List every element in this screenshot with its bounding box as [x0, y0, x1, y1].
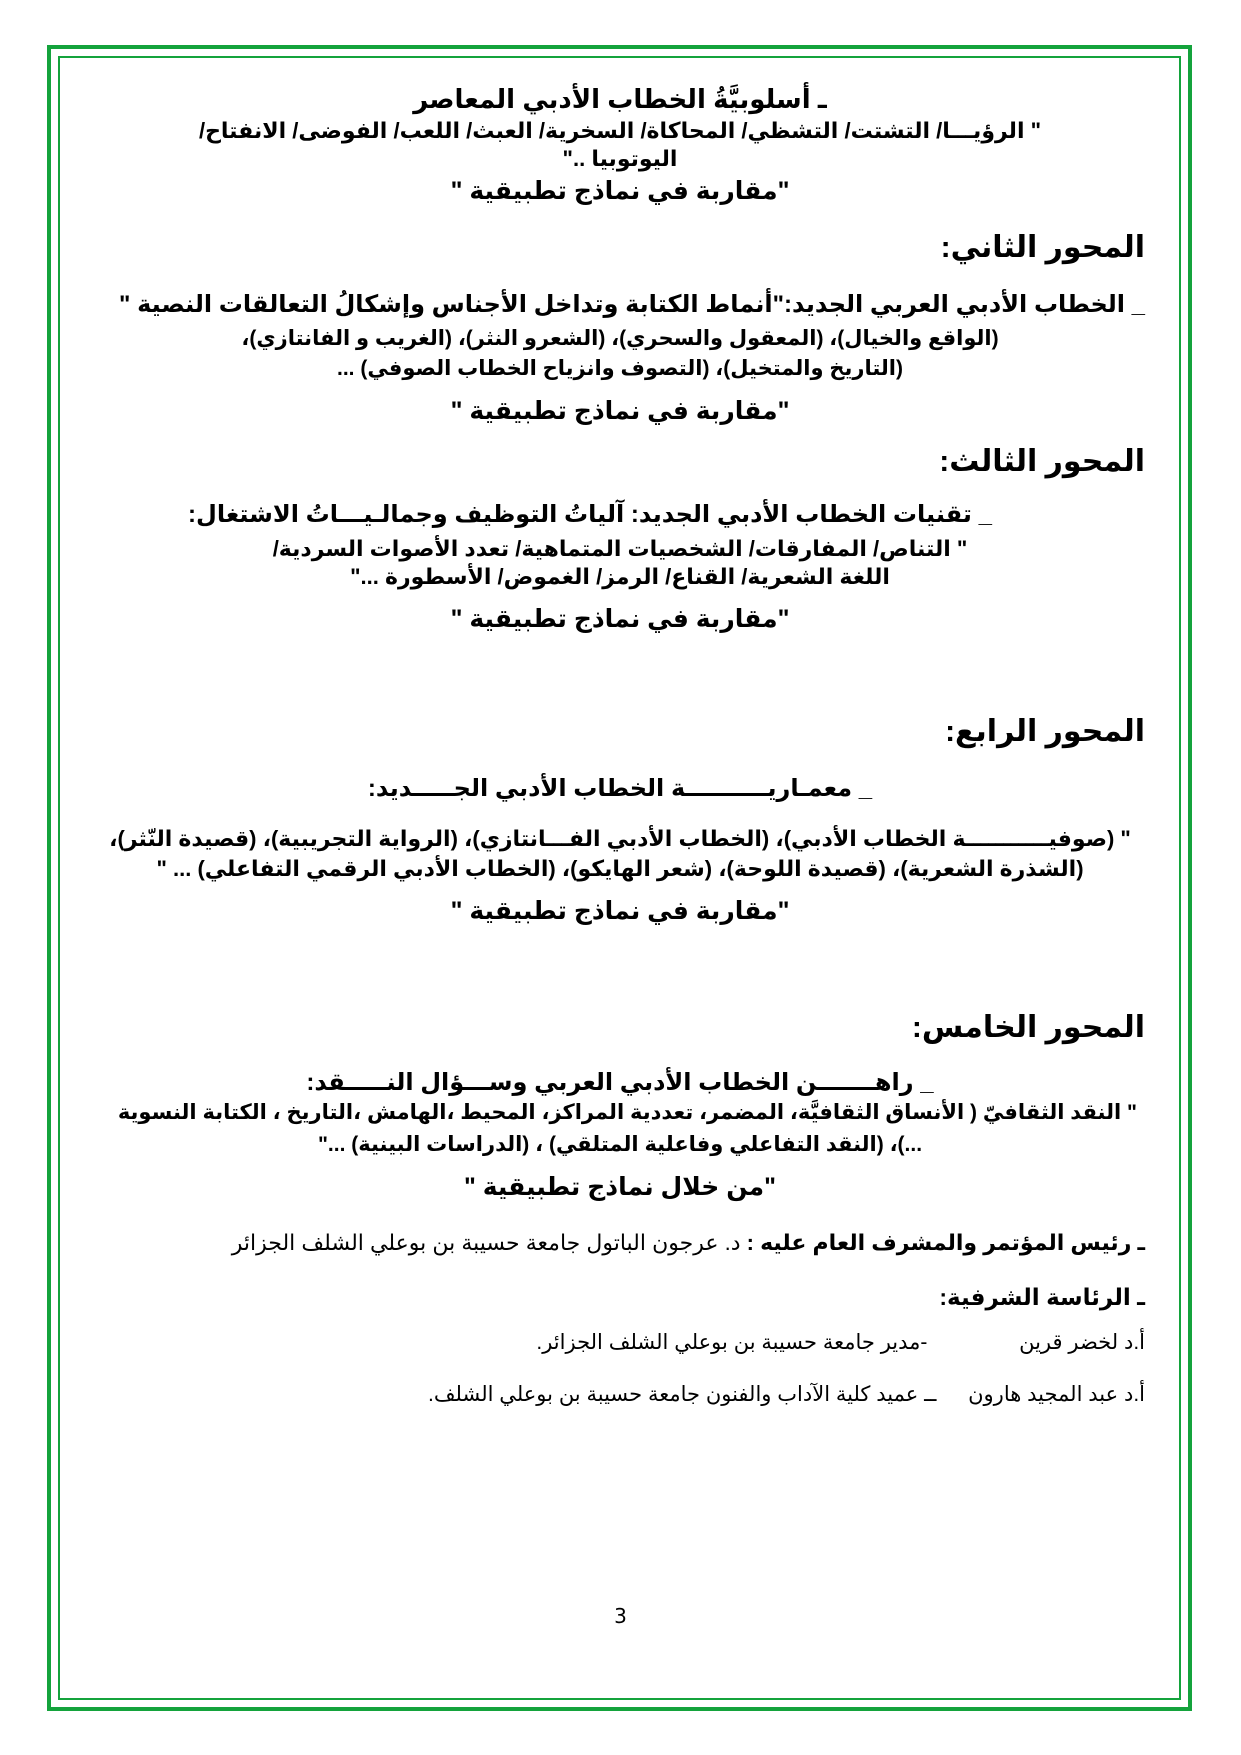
member2-role: ــ عميد كلية الآداب والفنون جامعة حسيبة بن بوعلي الشلف. [427, 1383, 937, 1406]
honorary-member2 [428, 1382, 1145, 1407]
axis2-title: _ الخطاب الأدبي العربي الجديد:"أنماط الكتابة وتداخل الأجناس وإشكالُ التعالقات النصية " [119, 291, 1145, 318]
axis3-line1: " التناص/ المفارقات/ الشخصيات المتماهية/ تعدد الأصوات السردية/ [272, 536, 968, 561]
axis5-heading: المحور الخامس: [911, 1011, 1145, 1044]
honorary-label: ـ الرئاسة الشرفية: [939, 1284, 1145, 1310]
axis5-line2: ...)، (النقد التفاعلي وفاعلية المتلقي) ، (الدراسات البينية) ..." [317, 1133, 923, 1156]
axis4-heading: المحور الرابع: [945, 715, 1145, 748]
axis2-line2: (التاريخ والمتخيل)، (التصوف وانزياح الخطاب الصوفي) ... [337, 357, 903, 380]
axis4-line1: " (صوفيـــــــــــة الخطاب الأدبي)، (الخطاب الأدبي الفـــانتازي)، (الرواية التجريبية)، (قصيدة النّثر)، [109, 826, 1131, 851]
section1-line2: اليوتوبيا .." [562, 146, 678, 171]
member1-role: -مدير جامعة حسيبة بن بوعلي الشلف الجزائر. [536, 1331, 928, 1354]
president-label: ـ رئيس المؤتمر والمشرف العام عليه : [746, 1230, 1145, 1255]
axis2-heading: المحور الثاني: [940, 231, 1145, 264]
axis3-line2: اللغة الشعرية/ القناع/ الرمز/ الغموض/ الأسطورة ..." [350, 564, 890, 589]
document-body [95, 0, 1145, 1755]
honorary-member1 [536, 1330, 1145, 1355]
axis3-heading: المحور الثالث: [939, 445, 1145, 478]
axis5-title: _ راهـــــــن الخطاب الأدبي العربي وســـؤال النـــــقد: [306, 1069, 934, 1096]
axis4-approach: "مقاربة في نماذج تطبيقية " [450, 897, 790, 925]
president-line [232, 1230, 1145, 1256]
axis5-line1: " النقد الثقافيّ ( الأنساق الثقافيَّة، المضمر، تعددية المراكز، المحيط ،الهامش ،التاريخ ، الكتابة النسوية [117, 1101, 1137, 1124]
axis4-line2: (الشذرة الشعرية)، (قصيدة اللوحة)، (شعر الهايكو)، (الخطاب الأدبي الرقمي التفاعلي) ... " [156, 856, 1084, 881]
page-number: 3 [614, 1604, 627, 1628]
axis2-approach: "مقاربة في نماذج تطبيقية " [450, 397, 790, 425]
axis4-title: _ معمـاريــــــــــة الخطاب الأدبي الجـــــديد: [367, 775, 873, 802]
axis3-title: _ تقنيات الخطاب الأدبي الجديد: آلياتُ التوظيف وجمالـيـــاتُ الاشتغال: [188, 501, 992, 528]
section1-title: ـ أسلوبيَّةُ الخطاب الأدبي المعاصر [413, 84, 827, 114]
member1-name: أ.د لخضر قرين [1019, 1331, 1145, 1354]
axis2-line1: (الواقع والخيال)، (المعقول والسحري)، (الشعرو النثر)، (الغريب و الفانتازي)، [241, 327, 999, 350]
member2-name: أ.د عبد المجيد هارون [968, 1383, 1145, 1406]
section1-line1: " الرؤيـــا/ التشتت/ التشظي/ المحاكاة/ السخرية/ العبث/ اللعب/ الفوضى/ الانفتاح/ [198, 118, 1042, 143]
president-value: د. عرجون الباتول جامعة حسيبة بن بوعلي الشلف الجزائر [231, 1230, 741, 1255]
section1-approach: "مقاربة في نماذج تطبيقية " [450, 177, 790, 205]
axis3-approach: "مقاربة في نماذج تطبيقية " [450, 605, 790, 633]
axis5-approach: "من خلال نماذج تطبيقية " [463, 1173, 777, 1201]
